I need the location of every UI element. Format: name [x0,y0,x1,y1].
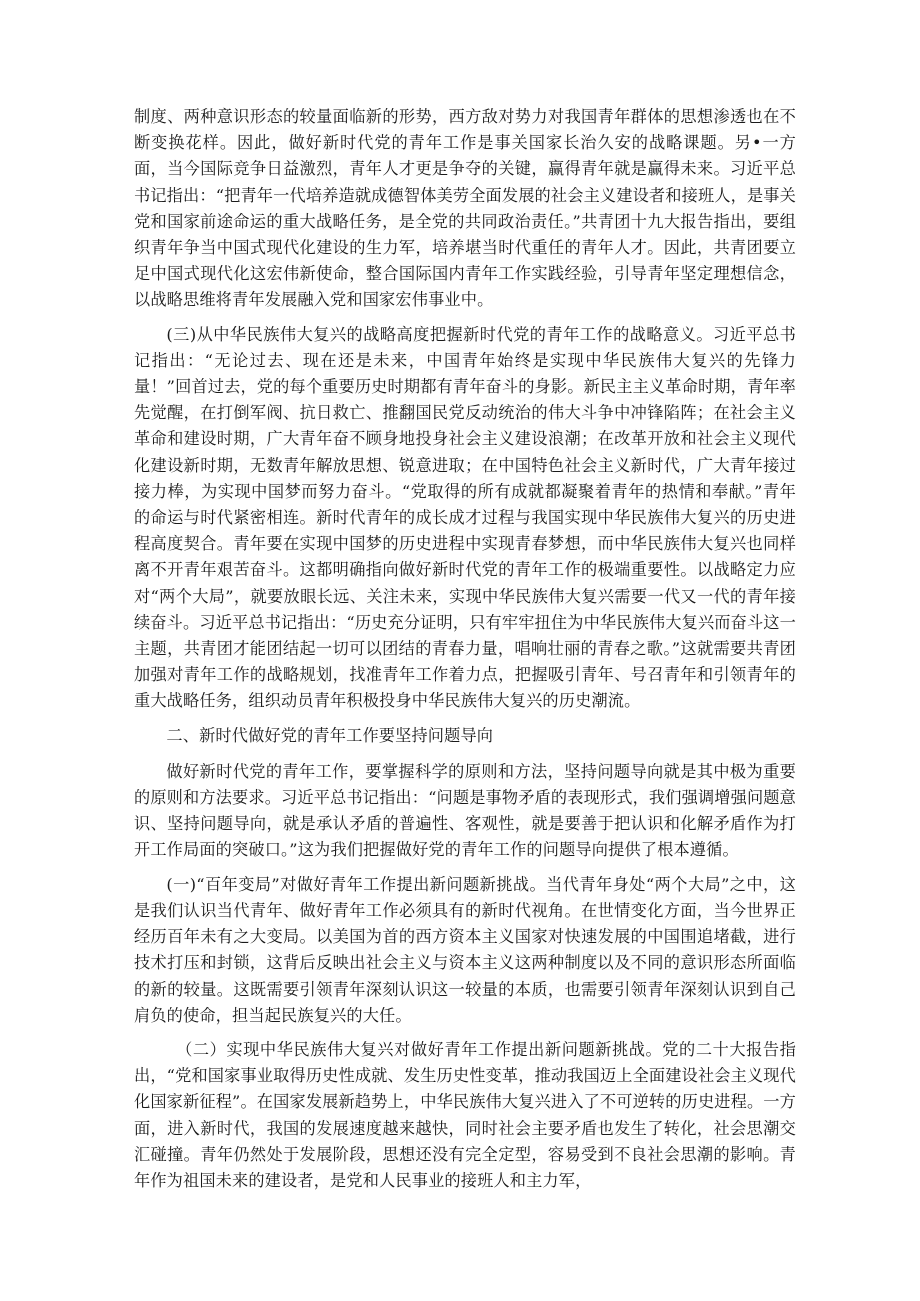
paragraph-section-3: (三)从中华民族伟大复兴的战略高度把握新时代党的青年工作的战略意义。习近平总书记指出：“无论过去、现在还是未来，中国青年始终是实现中华民族伟大复兴的先锋力量！”回首过去，党的每个重要历史时期都有青年奋斗的身影。新民主主义革命时期，青年率先觉醒，在打倒军阀、抗日救亡、推翻国民党反动统治的伟大斗争中冲锋陷阵；在社会主义革命和建设时期，广大青年奋不顾身地投身社会主义建设浪潮；在改革开放和社会主义现代化建设新时期，无数青年解放思想、锐意进取；在中国特色社会主义新时代，广大青年接过接力棒，为实现中国梦而努力奋斗。“党取得的所有成就都凝聚着青年的热情和奉献。”青年的命运与时代紧密相连。新时代青年的成长成才过程与我国实现中华民族伟大复兴的历史进程高度契合。青年要在实现中国梦的历史进程中实现青春梦想，而中华民族伟大复兴也同样离不开青年艰苦奋斗。这都明确指向做好新时代党的青年工作的极端重要性。以战略定力应对“两个大局”，就要放眼长远、关注未来，实现中华民族伟大复兴需要一代又一代的青年接续奋斗。习近平总书记指出：“历史充分证明，只有牢牢扭住为中华民族伟大复兴而奋斗这一主题，共青团才能团结起一切可以团结的青春力量，唱响壮丽的青春之歌。”这就需要共青团加强对青年工作的战略规划，找准青年工作着力点，把握吸引青年、号召青年和引领青年的重大战略任务，组织动员青年积极投身中华民族伟大复兴的历史潮流。 [134,324,796,711]
paragraph-continuation: 制度、两种意识形态的较量面临新的形势，西方敌对势力对我国青年群体的思想渗透也在不断变换花样。因此，做好新时代党的青年工作是事关国家长治久安的战略课题。另•一方面，当今国际竞争日益激烈，青年人才更是争夺的关键，赢得青年就是赢得未来。习近平总书记指出：“把青年一代培养造就成德智体美劳全面发展的社会主义建设者和接班人，是事关党和国家前途命运的重大战略任务，是全党的共同政治责任。”共青团十九大报告指出，要组织青年争当中国式现代化建设的生力军，培养堪当时代重任的青年人才。因此，共青团要立足中国式现代化这宏伟新使命，整合国际国内青年工作实践经验，引导青年坚定理想信念，以战略思维将青年发展融入党和国家宏伟事业中。 [134,107,796,310]
paragraph-problem-orientation: 做好新时代党的青年工作，要掌握科学的原则和方法，坚持问题导向就是其中极为重要的原则和方法要求。习近平总书记指出：“问题是事物矛盾的表现形式，我们强调增强问题意识、坚持问题导向，就是承认矛盾的普遍性、客观性，就是要善于把认识和化解矛盾作为打开工作局面的突破口。”这为我们把握做好党的青年工作的问题导向提供了根本遵循。 [134,761,796,860]
paragraph-subsection-1: (一)“百年变局”对做好青年工作提出新问题新挑战。当代青年身处“两个大局”之中，这是我们认识当代青年、做好青年工作必须具有的新时代视角。在世情变化方面，当今世界正经历百年未有之大变局。以美国为首的西方资本主义国家对快速发展的中国围追堵截，进行技术打压和封锁，这背后反映出社会主义与资本主义这两种制度以及不同的意识形态所面临的新的较量。这既需要引领青年深刻认识这一较量的本质，也需要引领青年深刻认识到自己肩负的使命，担当起民族复兴的大任。 [134,874,796,1025]
section-heading-2: 二、新时代做好党的青年工作要坚持问题导向 [166,725,494,745]
paragraph-subsection-2: （二）实现中华民族伟大复兴对做好青年工作提出新问题新挑战。党的二十大报告指出，“党和国家事业取得历史性成就、发生历史性变革，推动我国迈上全面建设社会主义现代化国家新征程”。在国家发展新趋势上，中华民族伟大复兴进入了不可逆转的历史进程。一方面，进入新时代，我国的发展速度越来越快，同时社会主要矛盾也发生了转化，社会思潮交汇碰撞。青年仍然处于发展阶段，思想还没有完全定型，容易受到不良社会思潮的影响。青年作为祖国未来的建设者，是党和人民事业的接班人和主力军， [134,1039,796,1190]
document-page [134,104,796,1202]
